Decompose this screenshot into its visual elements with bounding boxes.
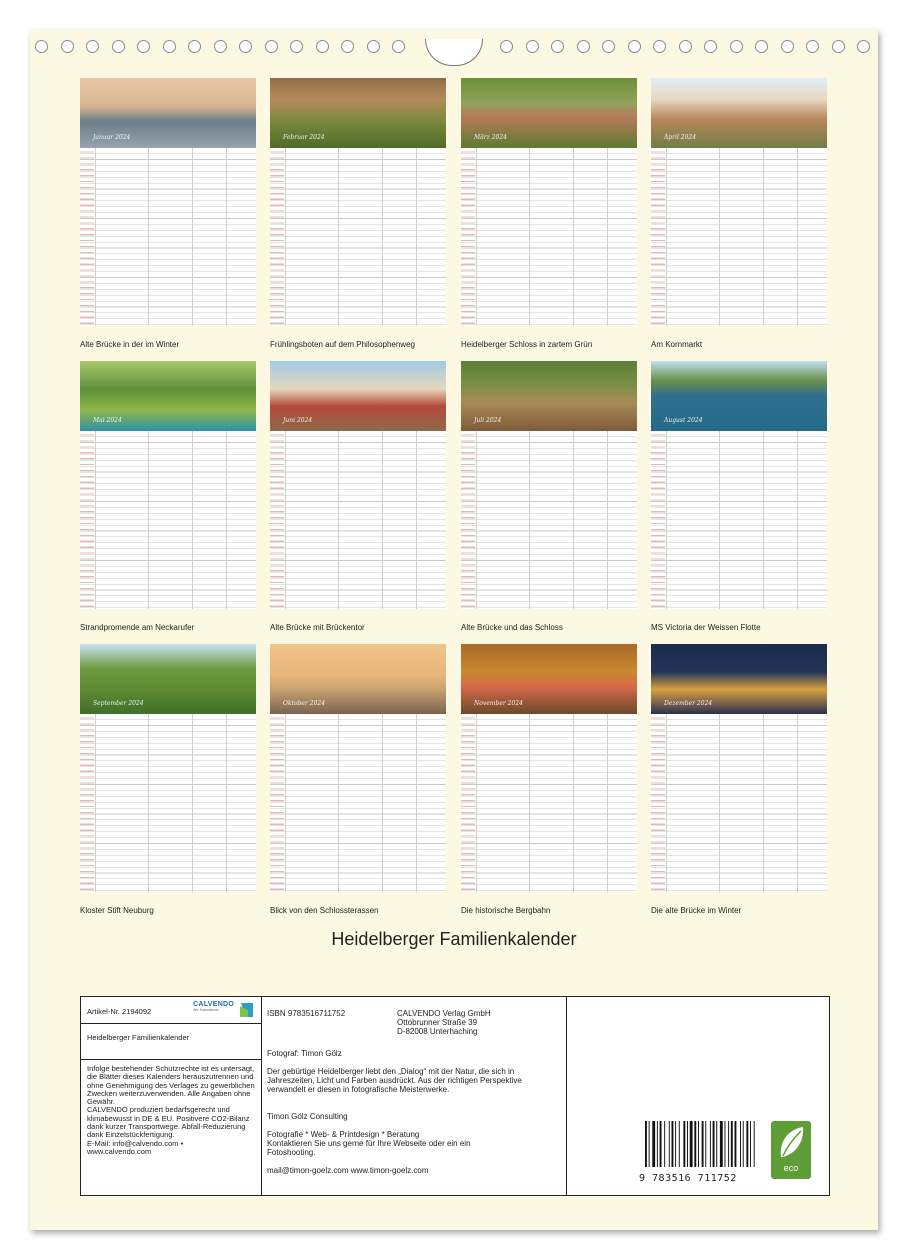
article-row: [81, 997, 261, 1024]
month-planner-grid: [651, 148, 827, 326]
day-numbers: [651, 150, 665, 324]
month-label: März 2024: [474, 134, 507, 141]
day-numbers: [461, 433, 475, 607]
month-block: [461, 361, 637, 632]
product-name: Heidelberger Familienkalender: [87, 1033, 190, 1042]
company-name: Timon Gölz Consulting: [267, 1112, 348, 1121]
month-caption: Alte Brücke und das Schloss: [461, 623, 563, 632]
binding-hole: [35, 40, 48, 53]
binding-hole: [316, 40, 329, 53]
month-caption: Strandpromende am Neckarufer: [80, 623, 195, 632]
binding-hole: [86, 40, 99, 53]
month-caption: Am Kornmarkt: [651, 340, 703, 349]
month-planner-grid: [80, 431, 256, 609]
calvendo-logo: CALVENDO Wir. Kalendernis: [193, 1001, 253, 1019]
binding-hole: [526, 40, 539, 53]
binding-hole: [704, 40, 717, 53]
day-numbers: [270, 716, 284, 890]
author-description: Der gebürtige Heidelberger liebt den „Dialog“ mit der Natur, die sich in Jahreszeiten, Licht und Farben ausdrückt. Aus der richtigen Perspektive verwandelt er diesen in fotografische Meisterwerke.: [267, 1067, 522, 1094]
month-planner-grid: [651, 431, 827, 609]
month-caption: MS Victoria der Weissen Flotte: [651, 623, 761, 632]
binding-hole: [500, 40, 513, 53]
barcode: [639, 1121, 763, 1184]
binding-hole: [577, 40, 590, 53]
binding-hole: [341, 40, 354, 53]
info-column-barcode: [567, 997, 829, 1195]
info-column-publisher: [81, 997, 262, 1195]
eco-badge: eco: [771, 1121, 811, 1179]
month-label: Mai 2024: [93, 417, 122, 424]
month-photo: [80, 78, 256, 148]
month-caption: Heidelberger Schloss in zartem Grün: [461, 340, 593, 349]
services: Fotografie * Web- & Printdesign * Beratung: [267, 1130, 420, 1139]
month-block: [651, 361, 827, 632]
month-photo: [461, 644, 637, 714]
month-caption: Kloster Stift Neuburg: [80, 906, 154, 915]
binding-hole: [653, 40, 666, 53]
photographer: Fotograf: Timon Gölz: [267, 1049, 342, 1058]
publisher-address: CALVENDO Verlag GmbH Ottobrunner Straße 39 D-82008 Unterhaching: [397, 1009, 491, 1036]
month-label: Juni 2024: [283, 417, 313, 424]
binding-hole: [806, 40, 819, 53]
binding-hole: [188, 40, 201, 53]
month-label: April 2024: [664, 134, 697, 141]
month-label: Dezember 2024: [664, 700, 713, 707]
barcode-bars: [639, 1121, 763, 1167]
month-planner-grid: [270, 714, 446, 892]
info-box: [80, 996, 830, 1196]
month-label: August 2024: [664, 417, 703, 424]
info-column-author: [262, 997, 567, 1195]
binding-hole: [628, 40, 641, 53]
binding-hole: [137, 40, 150, 53]
month-caption: Alte Brücke mit Brückentor: [270, 623, 365, 632]
month-photo: [461, 361, 637, 431]
binding-hole: [367, 40, 380, 53]
day-numbers: [461, 150, 475, 324]
binding-hole: [551, 40, 564, 53]
day-numbers: [80, 433, 94, 607]
article-number: Artikel-Nr. 2194092: [87, 1007, 152, 1016]
month-planner-grid: [80, 714, 256, 892]
month-block: [270, 361, 446, 632]
month-photo: [651, 644, 827, 714]
leaf-icon: [771, 1121, 811, 1165]
contact-links: mail@timon-goelz.com www.timon-goelz.com: [267, 1166, 429, 1175]
month-photo: [270, 361, 446, 431]
binding-hole: [755, 40, 768, 53]
binding-hole: [857, 40, 870, 53]
isbn: ISBN 9783516711752: [267, 1009, 346, 1018]
month-photo: [80, 644, 256, 714]
month-block: [461, 644, 637, 915]
month-planner-grid: [270, 148, 446, 326]
binding-hole: [239, 40, 252, 53]
binding-hole: [730, 40, 743, 53]
barcode-number: 9 783516 711752: [639, 1173, 737, 1184]
month-caption: Frühlingsboten auf dem Philosophenweg: [270, 340, 415, 349]
contact-text: Kontaktieren Sie uns gerne für Ihre Webseite oder ein ein Fotoshooting.: [267, 1139, 471, 1157]
month-caption: Die alte Brücke im Winter: [651, 906, 742, 915]
calendar-title: Heidelberger Familienkalender: [331, 929, 577, 949]
binding-hole: [832, 40, 845, 53]
month-photo: [651, 78, 827, 148]
month-caption: Die historische Bergbahn: [461, 906, 551, 915]
month-photo: [80, 361, 256, 431]
month-block: [461, 78, 637, 349]
binding-hole: [679, 40, 692, 53]
day-numbers: [80, 716, 94, 890]
binding-hole: [781, 40, 794, 53]
month-label: Februar 2024: [283, 134, 325, 141]
month-photo: [270, 78, 446, 148]
day-numbers: [270, 433, 284, 607]
binding-hole: [163, 40, 176, 53]
month-block: [80, 361, 256, 632]
binding-hole: [290, 40, 303, 53]
day-numbers: [461, 716, 475, 890]
month-planner-grid: [651, 714, 827, 892]
month-planner-grid: [80, 148, 256, 326]
month-label: Juli 2024: [474, 417, 502, 424]
month-label: Oktober 2024: [283, 700, 326, 707]
binding-hole: [214, 40, 227, 53]
day-numbers: [270, 150, 284, 324]
month-block: [651, 78, 827, 349]
hanger-cutout: [425, 39, 483, 66]
month-label: Januar 2024: [93, 134, 131, 141]
month-planner-grid: [461, 714, 637, 892]
legal-text: Infolge bestehender Schutzrechte ist es untersagt, die Blätter dieses Kalenders herauszutrennen und ohne Genehmigung des Verlages zu gewerblichen Zwecken weiterzuverwenden. Alle Angaben ohne Gewähr. CALVENDO produziert bedarfsgerecht und klimabewusst in DE & EU. Positivere CO2-Bilanz dank kurzer Transportwege. Abfall-Reduzierung dank Einzelstückfertigung. E-Mail: info@calvendo.com • www.calvendo.com: [87, 1064, 255, 1156]
binding-hole: [392, 40, 405, 53]
day-numbers: [651, 433, 665, 607]
month-photo: [651, 361, 827, 431]
calendar-page: [30, 30, 878, 1230]
month-caption: Blick von den Schlossterassen: [270, 906, 379, 915]
day-numbers: [80, 150, 94, 324]
month-block: [80, 78, 256, 349]
month-label: September 2024: [93, 700, 144, 707]
month-photo: [461, 78, 637, 148]
month-planner-grid: [461, 148, 637, 326]
month-caption: Alte Brücke in der im Winter: [80, 340, 180, 349]
month-block: [80, 644, 256, 915]
day-numbers: [651, 716, 665, 890]
binding-hole: [61, 40, 74, 53]
month-planner-grid: [270, 431, 446, 609]
month-photo: [270, 644, 446, 714]
month-block: [270, 78, 446, 349]
month-planner-grid: [461, 431, 637, 609]
month-block: [270, 644, 446, 915]
binding-holes: [30, 40, 878, 60]
binding-hole: [265, 40, 278, 53]
binding-hole: [602, 40, 615, 53]
month-block: [651, 644, 827, 915]
month-label: November 2024: [474, 700, 523, 707]
product-row: [81, 1023, 261, 1060]
binding-hole: [112, 40, 125, 53]
